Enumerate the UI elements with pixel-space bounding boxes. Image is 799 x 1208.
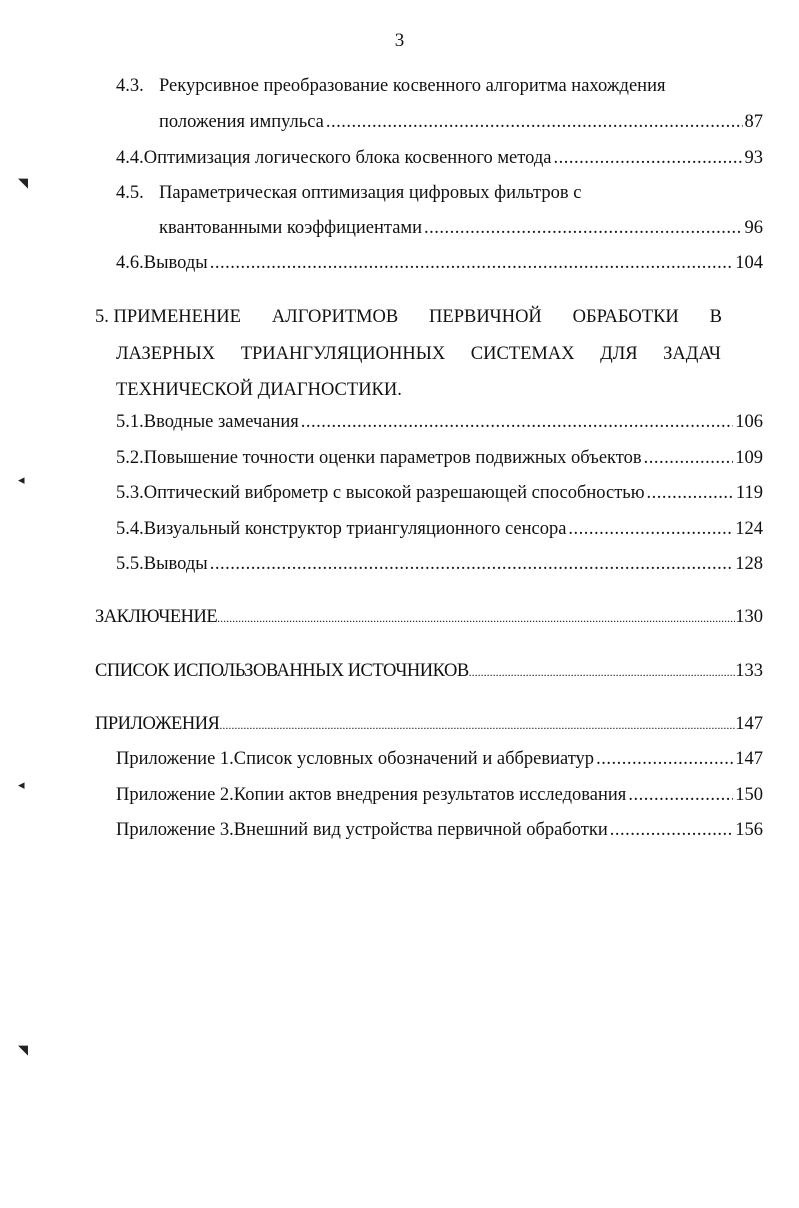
heading-word: 5. ПРИМЕНЕНИЕ	[95, 307, 241, 327]
toc-entry-5-1	[116, 410, 763, 434]
dot-leader	[301, 410, 733, 434]
toc-page: 147	[735, 714, 763, 734]
toc-page: 119	[735, 483, 763, 503]
heading-word: ТЕХНИЧЕСКОЙ ДИАГНОСТИКИ.	[116, 380, 402, 400]
heading-word: ЛАЗЕРНЫХ	[116, 344, 216, 364]
toc-entry-4-5-line1	[116, 181, 581, 205]
toc-entry-4-3-line2	[159, 110, 763, 134]
toc-entry-5-5	[116, 552, 763, 576]
toc-number: Приложение 3.	[116, 820, 234, 840]
toc-page: 96	[744, 218, 763, 238]
toc-title: Параметрическая оптимизация цифровых фильтров с	[159, 183, 582, 203]
heading-word: В	[709, 307, 722, 327]
toc-title: Выводы	[143, 554, 208, 574]
heading-word: ЗАДАЧ	[663, 344, 721, 364]
dot-leader	[610, 818, 733, 842]
toc-title: Оптический виброметр с высокой разрешающей способностью	[143, 483, 645, 503]
dot-leader	[596, 747, 733, 771]
toc-number: 5.5.	[116, 554, 144, 574]
chapter-5-heading-line3	[116, 378, 402, 402]
toc-entry-appendix-1	[116, 747, 763, 771]
toc-page: 128	[735, 554, 763, 574]
toc-title: Выводы	[143, 253, 208, 273]
toc-page: 109	[735, 448, 763, 468]
toc-page: 93	[744, 148, 763, 168]
binding-mark-icon: ◂	[18, 473, 25, 488]
toc-entry-conclusion	[95, 605, 763, 630]
toc-number: 4.4.	[116, 148, 144, 168]
toc-entry-4-4	[116, 146, 763, 170]
toc-page: 150	[735, 785, 763, 805]
toc-title: ЗАКЛЮЧЕНИЕ	[95, 607, 218, 627]
toc-title: квантованными коэффициентами	[159, 218, 423, 238]
dot-leader	[628, 783, 733, 807]
toc-number: Приложение 1.	[116, 749, 234, 769]
toc-entry-5-4	[116, 517, 763, 541]
toc-entry-appendix-2	[116, 783, 763, 807]
toc-title: Копии актов внедрения результатов исследования	[233, 785, 627, 805]
toc-entry-4-3-line1	[116, 74, 665, 98]
page-number: 3	[394, 30, 405, 51]
toc-page: 87	[744, 112, 763, 132]
heading-word: ОБРАБОТКИ	[572, 307, 679, 327]
toc-title: Список условных обозначений и аббревиатур	[233, 749, 595, 769]
toc-entry-appendices	[95, 712, 763, 737]
dot-leader	[219, 712, 735, 737]
toc-entry-references	[95, 659, 763, 684]
toc-title: положения импульса	[159, 112, 324, 132]
heading-word: АЛГОРИТМОВ	[271, 307, 399, 327]
toc-page: 130	[735, 607, 763, 627]
binding-mark-icon: ◂	[18, 778, 25, 793]
toc-title: Рекурсивное преобразование косвенного алгоритма нахождения	[159, 76, 666, 96]
toc-page: 156	[735, 820, 763, 840]
dot-leader	[326, 110, 743, 134]
toc-number: 5.2.	[116, 448, 144, 468]
dot-leader	[210, 251, 734, 275]
toc-title: СПИСОК ИСПОЛЬЗОВАННЫХ ИСТОЧНИКОВ	[95, 661, 469, 681]
dot-leader	[553, 146, 742, 170]
heading-word: ТРИАНГУЛЯЦИОННЫХ	[240, 344, 446, 364]
toc-title: Внешний вид устройства первичной обработки	[233, 820, 608, 840]
dot-leader	[210, 552, 734, 576]
binding-mark-icon: ◥	[18, 1043, 28, 1058]
heading-word: ПЕРВИЧНОЙ	[429, 307, 542, 327]
toc-number: 4.3.	[116, 76, 144, 96]
toc-entry-5-2	[116, 446, 763, 470]
toc-page: 133	[735, 661, 763, 681]
dot-leader	[568, 517, 733, 541]
toc-title: Оптимизация логического блока косвенного метода	[143, 148, 552, 168]
toc-page: 104	[735, 253, 763, 273]
toc-number: 5.4.	[116, 519, 144, 539]
toc-entry-4-5-line2	[159, 216, 763, 240]
toc-page: 124	[735, 519, 763, 539]
chapter-5-heading-line2	[116, 342, 721, 366]
toc-entry-4-6	[116, 251, 763, 275]
dot-leader	[644, 446, 734, 470]
toc-page: 106	[735, 412, 763, 432]
toc-number: Приложение 2.	[116, 785, 234, 805]
binding-mark-icon: ◥	[18, 176, 28, 191]
toc-page: 147	[735, 749, 763, 769]
dot-leader	[217, 605, 735, 630]
toc-entry-appendix-3	[116, 818, 763, 842]
toc-title: Вводные замечания	[143, 412, 299, 432]
toc-title: Повышение точности оценки параметров подвижных объектов	[143, 448, 642, 468]
heading-word: СИСТЕМАХ	[470, 344, 575, 364]
toc-number: 4.6.	[116, 253, 144, 273]
toc-number: 5.3.	[116, 483, 144, 503]
dot-leader	[469, 659, 736, 684]
toc-entry-5-3	[116, 481, 763, 505]
dot-leader	[647, 481, 734, 505]
dot-leader	[424, 216, 742, 240]
heading-word: ДЛЯ	[600, 344, 638, 364]
chapter-5-heading-line1	[95, 305, 722, 329]
toc-title: ПРИЛОЖЕНИЯ	[95, 714, 220, 734]
toc-number: 5.1.	[116, 412, 144, 432]
toc-title: Визуальный конструктор триангуляционного сенсора	[143, 519, 567, 539]
toc-number: 4.5.	[116, 183, 144, 203]
